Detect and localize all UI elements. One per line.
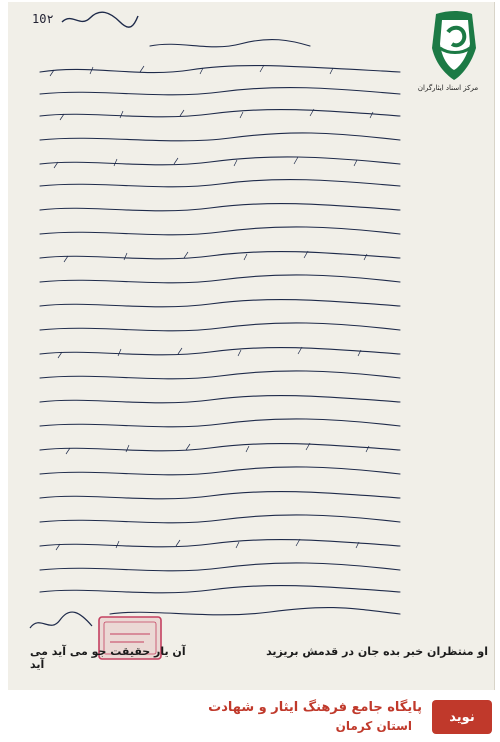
date-number: 10۲ bbox=[32, 12, 54, 26]
poem-line-right: او منتظران خبر بده جان در قدمش بریزید bbox=[266, 645, 488, 658]
brand-subtitle: استان کرمان bbox=[335, 719, 412, 733]
brand-title: پایگاه جامع فرهنگ ایثار و شهادت bbox=[208, 700, 422, 715]
brand-badge: نوید bbox=[432, 700, 492, 734]
signature-scribble bbox=[26, 608, 96, 638]
handwritten-letter-body bbox=[30, 36, 406, 636]
martyr-foundation-logo-icon bbox=[418, 8, 492, 82]
handwritten-date bbox=[60, 8, 140, 30]
letter-paper bbox=[8, 2, 495, 690]
poem-line-left: آن یار حقیقت جو می آید می آید bbox=[30, 645, 186, 671]
site-branding-bar bbox=[0, 694, 500, 742]
logo-caption: مرکز اسناد ایثارگران bbox=[417, 84, 479, 92]
